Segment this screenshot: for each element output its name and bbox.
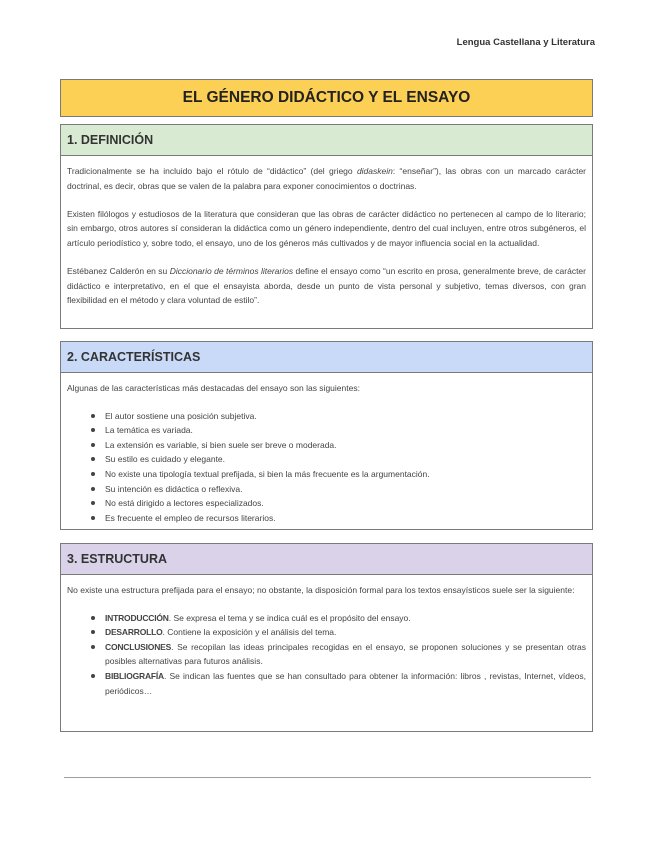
list-text: . Se expresa el tema y se indica cuál es el propósito del ensayo. [168,612,411,623]
section-definicion [60,124,593,329]
list-item: La extensión es variable, si bien suele ser breve o moderada. [105,438,586,453]
footer-divider [64,777,591,778]
list-item: La temática es variada. [105,423,586,438]
list-term: INTRODUCCIÓN [105,612,169,623]
section-intro: Algunas de las características más destacadas del ensayo son las siguientes: [67,383,360,393]
section-body [61,156,592,314]
list-text: . Se recopilan las ideas principales recogidas en el ensayo, se proponen soluciones y se presentan otras posibles alternativas para futuros análisis. [105,641,586,667]
list-item: Es frecuente el empleo de recursos literarios. [105,511,586,526]
list-item [105,640,586,669]
section-body [61,373,592,531]
list-term: DESARROLLO [105,627,163,638]
section-estructura [60,543,593,732]
list-item: No existe una tipología textual prefijada, si bien la más frecuente es la argumentación. [105,467,586,482]
paragraph [67,264,586,308]
emphasis-text: Diccionario de términos literarios [169,266,294,277]
list-term: BIBLIOGRAFÍA [105,670,164,681]
paragraph: Existen filólogos y estudiosos de la literatura que consideran que las obras de carácter didáctico no pertenecen al campo de lo literario; sin embargo, otros autores sí consideran la didáctica como un género independiente, dentro del cual incluyen, entre otros subgéneros, el artículo periodístico y, sobre todo, el ensayo, uno de los géneros más cultivados y de mayor influencia social en la actualidad. [67,208,586,248]
list-item [105,625,586,640]
section-caracteristicas [60,341,593,530]
list-item: Su estilo es cuidado y elegante. [105,452,586,467]
section-heading: 3. ESTRUCTURA [61,544,592,575]
paragraph [67,164,586,193]
list-text: . Se indican las fuentes que se han consultado para obtener la información: libros , revistas, Internet, vídeos, periódicos… [105,670,586,696]
section-heading: 2. CARACTERÍSTICAS [61,342,592,373]
header-subject: Lengua Castellana y Literatura [456,37,595,48]
list-item: El autor sostiene una posición subjetiva. [105,409,586,424]
list-item: Su intención es didáctica o reflexiva. [105,482,586,497]
text-run: Tradicionalmente se ha incluido bajo el rótulo de “didáctico” (del griego [67,166,357,176]
list-item: No está dirigido a lectores especializados. [105,496,586,511]
list-item [105,611,586,626]
list-term: CONCLUSIONES [105,641,172,652]
text-run: Estébanez Calderón en su [67,266,170,277]
bullet-list [67,611,586,699]
section-intro: No existe una estructura prefijada para el ensayo; no obstante, la disposición formal para los textos ensayísticos suele ser la siguiente: [67,585,575,595]
text-run: define el ensayo como “un escrito en prosa, generalmente breve, de carácter didáctico e interpretativo, en el que el ensayista aborda, desde un punto de vista personal y subjetivo, temas diversos, con gran flexibilidad en el método y clara voluntad de estilo”. [67,266,586,306]
section-body [61,575,592,704]
bullet-list [67,409,586,526]
section-heading: 1. DEFINICIÓN [61,125,592,156]
document-title: EL GÉNERO DIDÁCTICO Y EL ENSAYO [60,79,593,117]
list-text: . Contiene la exposición y el análisis del tema. [162,627,337,638]
text-run: : “enseñar”), las obras con un marcado carácter doctrinal, es decir, obras que se valen de la palabra para exponer conocimientos o doctrinas. [67,166,587,191]
emphasis-text: didaskein [356,166,393,176]
list-item [105,669,586,698]
